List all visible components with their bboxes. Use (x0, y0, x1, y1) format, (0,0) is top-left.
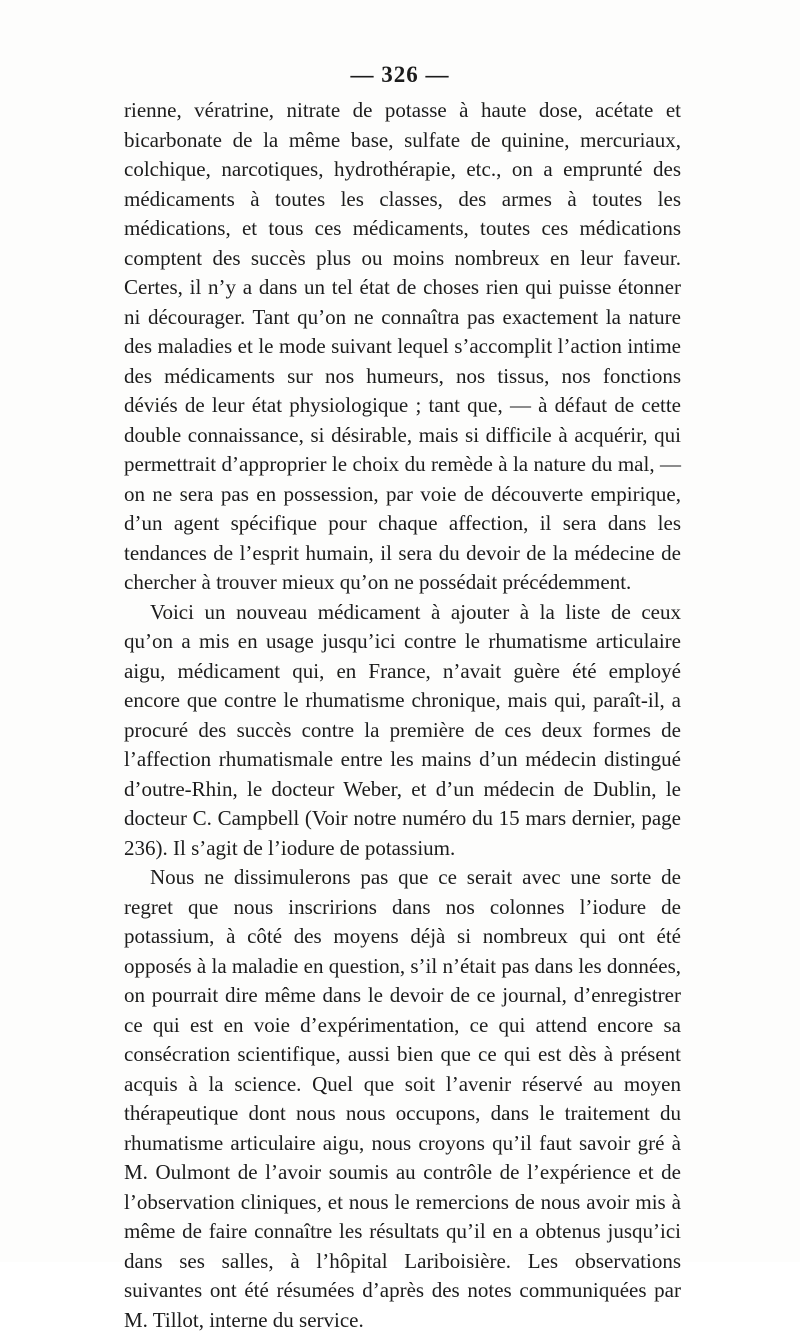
paragraph-continued: rienne, vératrine, nitrate de potasse à haute dose, acétate et bicarbonate de la même base, sulfate de quinine, mercuriaux, colchique, narcotiques, hydrothérapie, etc., on a emprunté des médicaments à toutes les classes, des armes à toutes les médications, et tous ces médicaments, toutes ces médications comptent des succès plus ou moins nombreux en leur faveur. Certes, il n’y a dans un tel état de choses rien qui puisse étonner ni décourager. Tant qu’on ne connaîtra pas exactement la nature des maladies et le mode suivant lequel s’accomplit l’action intime des médicaments sur nos humeurs, nos tissus, nos fonctions déviés de leur état physiologique ; tant que, — à défaut de cette double connaissance, si désirable, mais si difficile à acquérir, qui permettrait d’approprier le choix du remède à la nature du mal, — on ne sera pas en possession, par voie de découverte empirique, d’un agent spécifique pour chaque affection, il sera dans les tendances de l’esprit humain, il sera du devoir de la médecine de chercher à trouver mieux qu’on ne possédait précédemment. (124, 98, 681, 594)
paragraph-new-medication: Voici un nouveau médicament à ajouter à la liste de ceux qu’on a mis en usage jusqu’ici contre le rhumatisme articulaire aigu, médicament qui, en France, n’avait guère été employé encore que contre le rhumatisme chronique, mais qui, paraît-il, a procuré des succès contre la première de ces deux formes de l’affection rhumatismale entre les mains d’un médecin distingué d’outre-Rhin, le docteur Weber, et d’un médecin de Dublin, le docteur C. Campbell (Voir notre numéro du 15 mars dernier, page 236). Il s’agit de l’iodure de potassium. (124, 599, 681, 860)
page-number: — 326 — (350, 62, 450, 87)
paragraph-iodide-discussion: Nous ne dissimulerons pas que ce serait avec une sorte de regret que nous inscririons dans nos colonnes l’iodure de potassium, à côté des moyens déjà si nombreux qui ont été opposés à la maladie en question, s’il n’était pas dans les données, on pourrait dire même dans le devoir de ce journal, d’enregistrer ce qui est en voie d’expérimentation, ce qui attend encore sa consécration scientifique, aussi bien que ce qui est dès à présent acquis à la science. Quel que soit l’avenir réservé au moyen thérapeutique dont nous nous occupons, dans le traitement du rhumatisme articulaire aigu, nous croyons qu’il faut savoir gré à M. Oulmont de l’avoir soumis au contrôle de l’expérience et de l’observation cliniques, et nous le remercions de nous avoir mis à même de faire connaître les résultats qu’il en a obtenus jusqu’ici dans ses salles, à l’hôpital Lariboisière. Les observations suivantes ont été résumées d’après des notes communiquées par M. Tillot, interne du service. (124, 865, 681, 1332)
body-text (124, 96, 681, 1335)
